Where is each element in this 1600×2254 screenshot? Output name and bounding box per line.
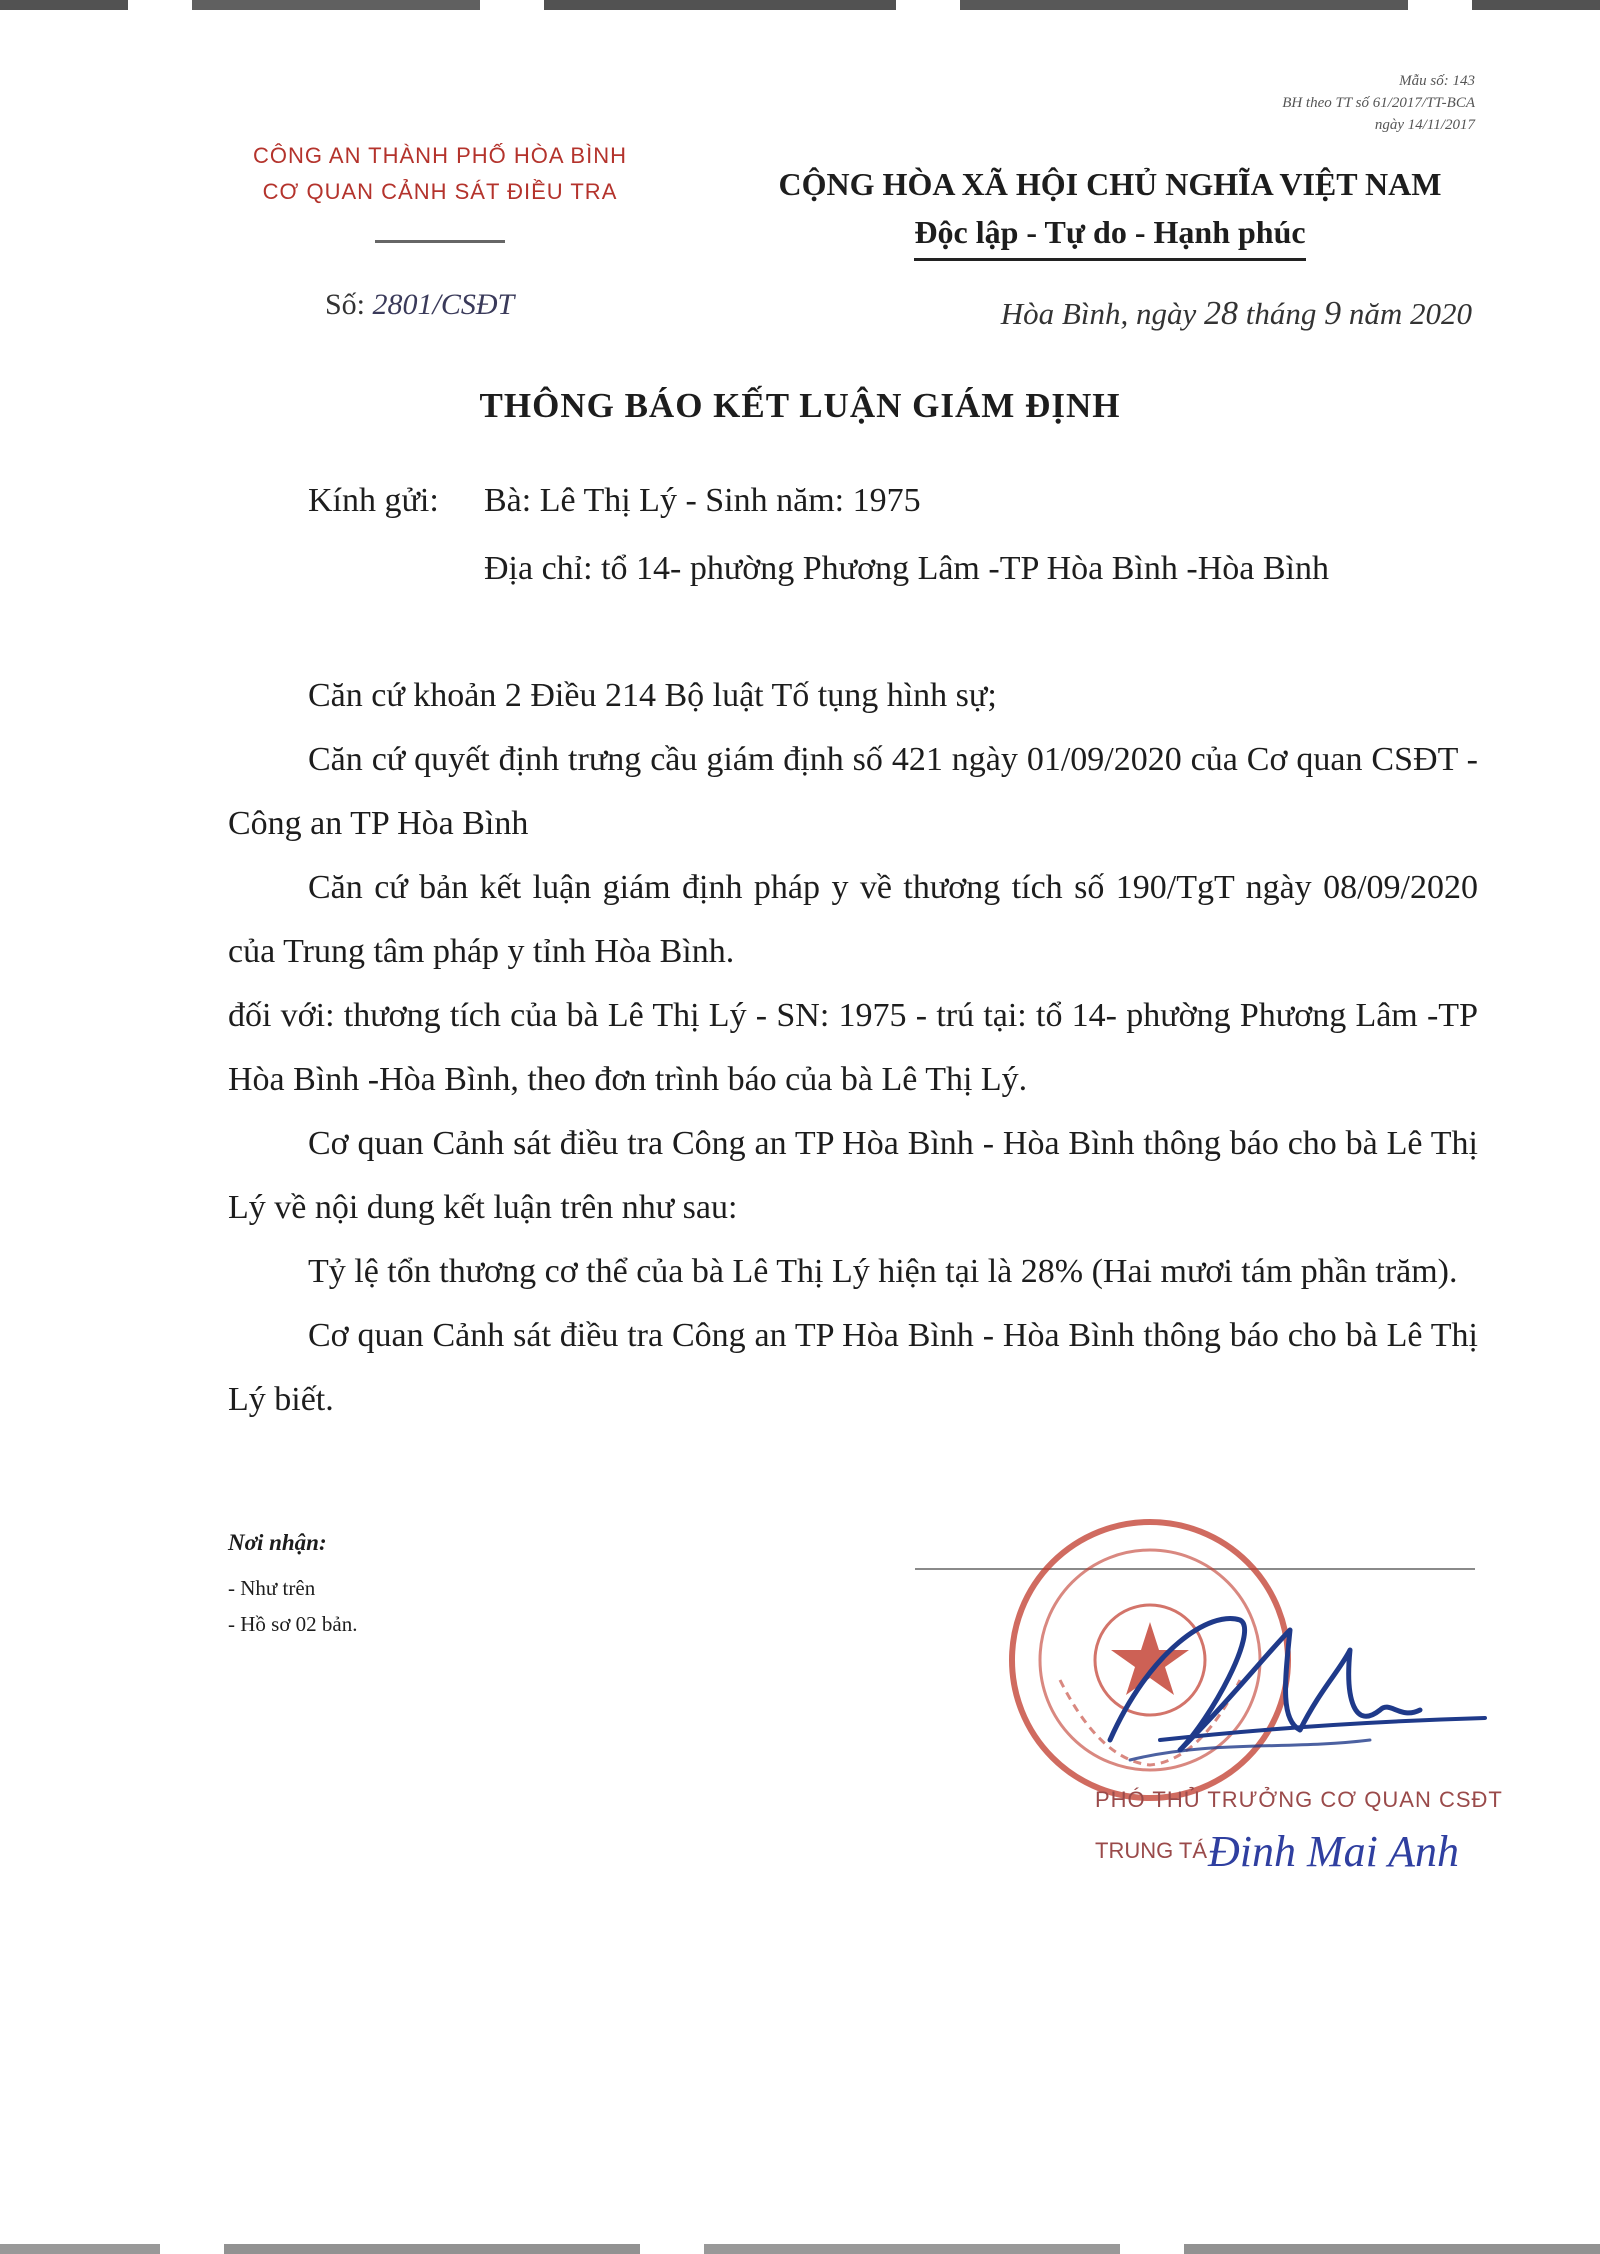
body-paragraph: đối với: thương tích của bà Lê Thị Lý - SN: 1975 - trú tại: tổ 14- phường Phương Lâm -TP Hòa Bình -Hòa Bình, theo đơn trình báo của bà Lê Thị Lý.	[228, 997, 1478, 1098]
document-body	[228, 664, 1478, 1432]
addressee-name: Bà: Lê Thị Lý - Sinh năm: 1975	[484, 482, 921, 519]
scan-edge-top	[0, 0, 1600, 10]
signer-rank: TRUNG TÁ	[1095, 1838, 1208, 1863]
recipients-label: Nơi nhận:	[228, 1530, 327, 1555]
agency-line-2: CƠ QUAN CẢNH SÁT ĐIỀU TRA	[262, 179, 618, 204]
recipient-item: - Hồ sơ 02 bản.	[228, 1612, 358, 1636]
recipients-list	[228, 1570, 358, 1642]
document-title: THÔNG BÁO KẾT LUẬN GIÁM ĐỊNH	[479, 386, 1121, 425]
body-paragraph: Căn cứ quyết định trưng cầu giám định số 421 ngày 01/09/2020 của Cơ quan CSĐT - Công an TP Hòa Bình	[228, 741, 1478, 842]
national-header	[760, 160, 1460, 261]
body-paragraph: Cơ quan Cảnh sát điều tra Công an TP Hòa Bình - Hòa Bình thông báo cho bà Lê Thị Lý biết.	[228, 1317, 1478, 1418]
recipient-item: - Như trên	[228, 1576, 316, 1600]
date-year: năm 2020	[1341, 296, 1472, 331]
date-month-label: tháng	[1237, 296, 1325, 331]
addressee-address: Địa chỉ: tổ 14- phường Phương Lâm -TP Hòa Bình -Hòa Bình	[484, 550, 1329, 587]
doc-number-value: 2801/CSĐT	[372, 288, 515, 321]
national-motto: Độc lập - Tự do - Hạnh phúc	[914, 208, 1305, 261]
body-paragraph: Cơ quan Cảnh sát điều tra Công an TP Hòa Bình - Hòa Bình thông báo cho bà Lê Thị Lý về nội dung kết luận trên như sau:	[228, 1125, 1478, 1226]
signer-position: PHÓ THỦ TRƯỞNG CƠ QUAN CSĐT	[1095, 1787, 1503, 1812]
body-paragraph: Căn cứ bản kết luận giám định pháp y về thương tích số 190/TgT ngày 08/09/2020 của Trung tâm pháp y tỉnh Hòa Bình.	[228, 869, 1478, 970]
body-paragraph: Căn cứ khoản 2 Điều 214 Bộ luật Tố tụng hình sự;	[308, 677, 997, 714]
date-place: Hòa Bình, ngày	[1000, 296, 1204, 331]
signer-name: Đinh Mai Anh	[1208, 1827, 1459, 1876]
document-number	[325, 288, 514, 322]
doc-number-prefix: Số:	[325, 288, 373, 321]
nation-name: CỘNG HÒA XÃ HỘI CHỦ NGHĨA VIỆT NAM	[778, 166, 1442, 202]
place-and-date	[1001, 295, 1472, 333]
handwritten-signature-icon	[1090, 1590, 1490, 1770]
issuing-agency	[225, 138, 655, 210]
date-day: 28	[1203, 295, 1238, 332]
addressee-label: Kính gửi:	[308, 482, 439, 519]
agency-line-1: CÔNG AN THÀNH PHỐ HÒA BÌNH	[253, 143, 627, 168]
scan-edge-bottom	[0, 2244, 1600, 2254]
date-month: 9	[1324, 295, 1342, 332]
body-paragraph: Tỷ lệ tổn thương cơ thể của bà Lê Thị Lý hiện tại là 28% (Hai mươi tám phần trăm).	[308, 1253, 1458, 1290]
form-code: Mẫu số: 143 BH theo TT số 61/2017/TT-BCA ngày 14/11/2017	[1282, 73, 1475, 133]
agency-underline	[375, 240, 505, 243]
